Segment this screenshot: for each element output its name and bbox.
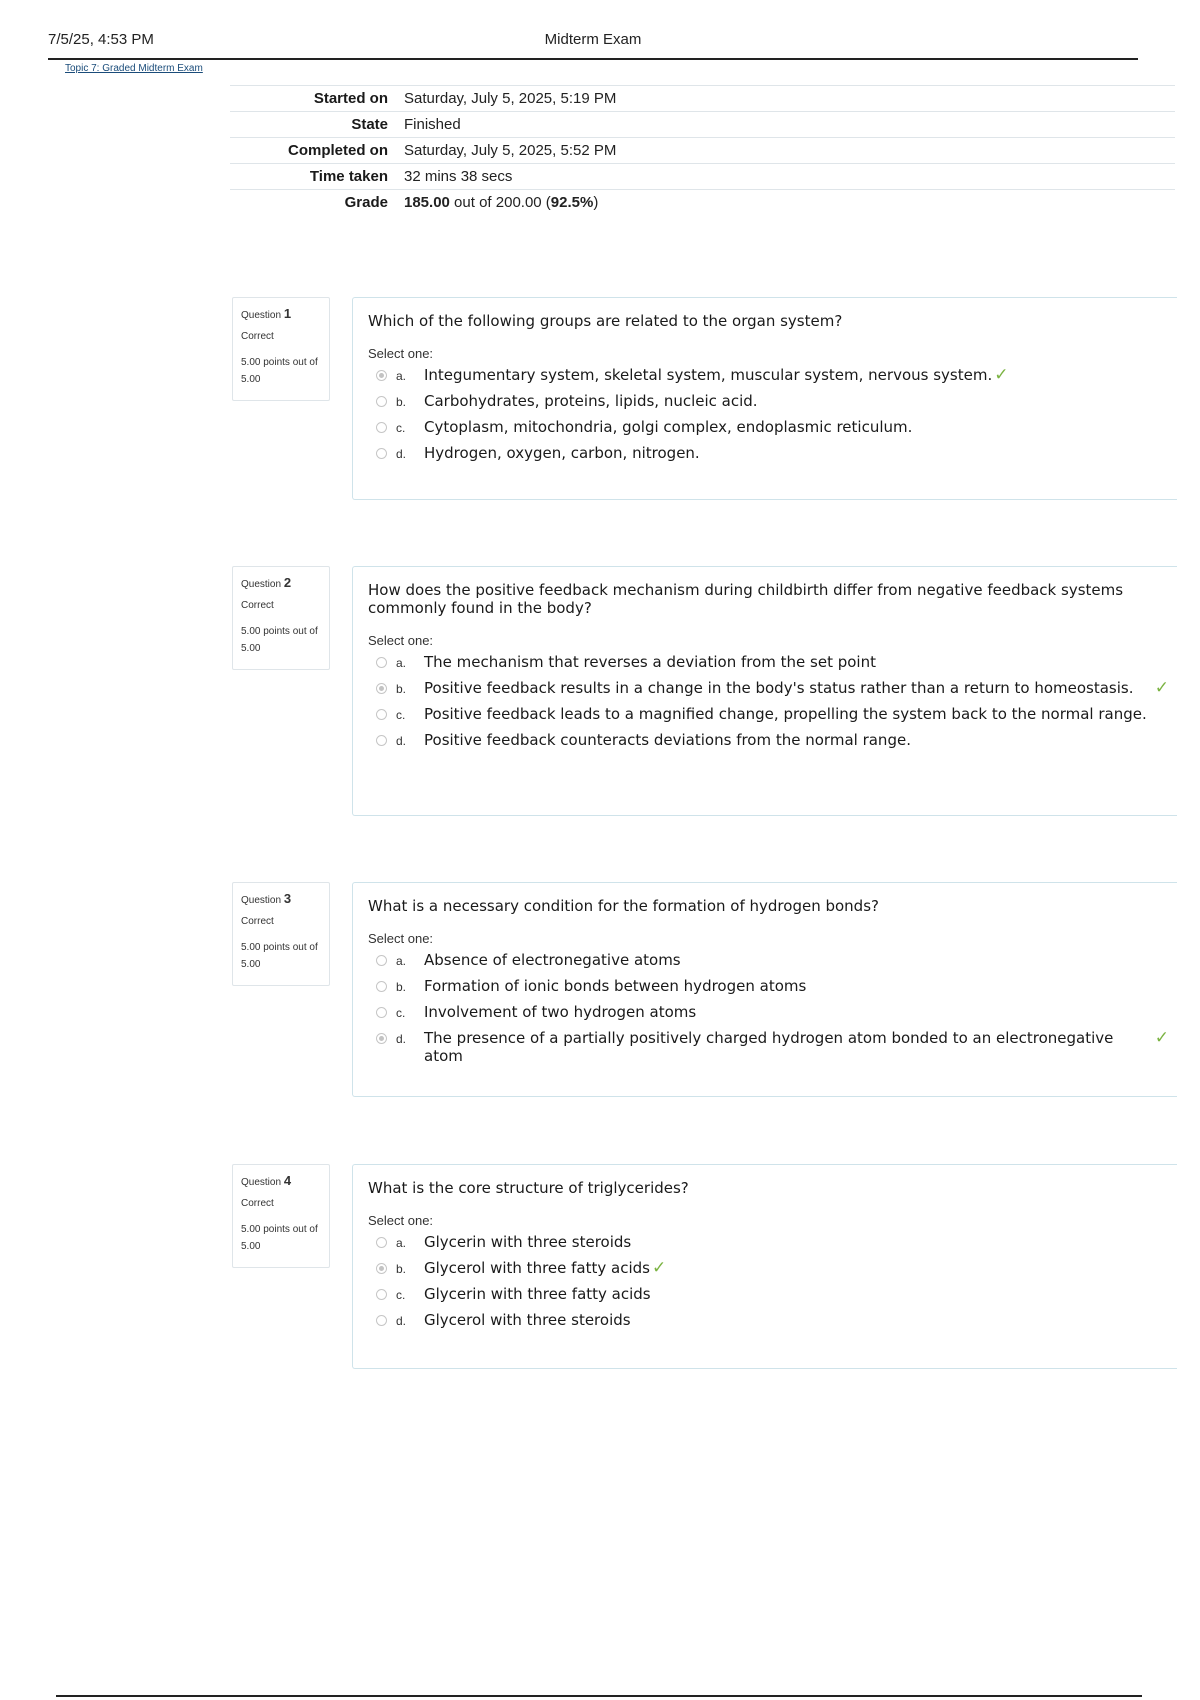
option-letter: c. [396, 421, 406, 435]
option-text: Positive feedback leads to a magnified change, propelling the system back to the normal range. [424, 705, 1147, 723]
question-text: How does the positive feedback mechanism during childbirth differ from negative feedback systems commonly found in the body? [368, 581, 1124, 617]
answer-option[interactable] [368, 1259, 1177, 1277]
question-label: Question [241, 579, 282, 590]
summary-row-started [230, 86, 1175, 112]
option-letter: d. [396, 734, 407, 748]
question-text: What is a necessary condition for the formation of hydrogen bonds? [368, 897, 879, 915]
radio-button[interactable] [376, 981, 387, 992]
option-letter: a. [396, 369, 407, 383]
question-number-value: 4 [283, 1173, 292, 1188]
option-letter: b. [396, 1262, 407, 1276]
question-state: Correct [241, 916, 274, 927]
option-letter: a. [396, 954, 407, 968]
option-letter: d. [396, 1032, 407, 1046]
completed-value: Saturday, July 5, 2025, 5:52 PM [396, 138, 1175, 164]
summary-row-time [230, 164, 1175, 190]
started-label: Started on [230, 86, 396, 112]
summary-row-state [230, 112, 1175, 138]
option-letter: c. [396, 1288, 406, 1302]
state-value: Finished [396, 112, 1175, 138]
question-content [352, 1164, 1177, 1369]
question-content [352, 297, 1177, 500]
select-one-prompt: Select one: [368, 931, 434, 946]
question-info [232, 882, 330, 986]
radio-button[interactable] [376, 1289, 387, 1300]
answer-option[interactable] [368, 1003, 1177, 1021]
option-text: Absence of electronegative atoms [424, 951, 681, 969]
grade-score: 185.00 [404, 194, 450, 211]
correct-check-icon: ✓ [651, 1258, 667, 1278]
question-points: 5.00 points out of 5.00 [241, 357, 318, 385]
correct-check-icon: ✓ [1154, 678, 1169, 698]
option-text: Positive feedback results in a change in the body's status rather than a return to homeostasis. [424, 679, 1134, 697]
option-text: Hydrogen, oxygen, carbon, nitrogen. [424, 444, 700, 462]
select-one-prompt: Select one: [368, 1213, 434, 1228]
print-title: Midterm Exam [544, 31, 642, 48]
radio-button[interactable] [376, 657, 387, 668]
question-points: 5.00 points out of 5.00 [241, 1224, 318, 1252]
question-points: 5.00 points out of 5.00 [241, 942, 318, 970]
state-label: State [230, 112, 396, 138]
answer-option[interactable] [368, 951, 1177, 969]
option-text: Positive feedback counteracts deviations from the normal range. [424, 731, 911, 749]
question-points: 5.00 points out of 5.00 [241, 626, 318, 654]
option-text: Glycerol with three fatty acids [424, 1259, 650, 1277]
option-text: Formation of ionic bonds between hydrogen atoms [424, 977, 807, 995]
correct-check-icon: ✓ [994, 365, 1009, 385]
question-state: Correct [241, 1198, 274, 1209]
answer-option[interactable] [368, 418, 1177, 436]
grade-close: ) [593, 194, 599, 211]
answer-option[interactable] [368, 392, 1177, 410]
radio-button[interactable] [376, 422, 387, 433]
correct-check-icon: ✓ [1154, 1028, 1169, 1048]
started-value: Saturday, July 5, 2025, 5:19 PM [396, 86, 1175, 112]
option-text: The mechanism that reverses a deviation from the set point [424, 653, 876, 671]
option-letter: a. [396, 1236, 407, 1250]
print-date: 7/5/25, 4:53 PM [48, 31, 154, 48]
question-info [232, 297, 330, 401]
radio-button[interactable] [376, 955, 387, 966]
question-number [241, 1173, 321, 1188]
select-one-prompt: Select one: [368, 346, 434, 361]
question-info [232, 566, 330, 670]
print-header [48, 28, 1138, 60]
option-text: Glycerol with three steroids [424, 1311, 631, 1329]
radio-button[interactable] [376, 1007, 387, 1018]
footer-divider [56, 1695, 1142, 1697]
question-state: Correct [241, 331, 274, 342]
answer-option[interactable] [368, 977, 1177, 995]
answer-option[interactable] [368, 705, 1177, 723]
question-content [352, 566, 1177, 816]
option-text: Carbohydrates, proteins, lipids, nucleic acid. [424, 392, 758, 410]
option-text: Glycerin with three steroids [424, 1233, 632, 1251]
radio-button[interactable] [376, 1263, 387, 1274]
question-number [241, 575, 321, 590]
answer-option[interactable] [368, 366, 1177, 384]
option-letter: d. [396, 447, 407, 461]
answer-list [368, 653, 1177, 749]
radio-button[interactable] [376, 1033, 387, 1044]
answer-option[interactable] [368, 679, 1177, 697]
time-value: 32 mins 38 secs [396, 164, 1175, 190]
radio-button[interactable] [376, 683, 387, 694]
answer-option[interactable] [368, 731, 1177, 749]
answer-option[interactable] [368, 653, 1177, 671]
radio-button[interactable] [376, 1237, 387, 1248]
option-letter: b. [396, 682, 407, 696]
radio-button[interactable] [376, 396, 387, 407]
question-label: Question [241, 895, 282, 906]
radio-button[interactable] [376, 370, 387, 381]
question-label: Question [241, 1177, 282, 1188]
question-state: Correct [241, 600, 274, 611]
question-info [232, 1164, 330, 1268]
answer-option[interactable] [368, 1029, 1177, 1065]
select-one-prompt: Select one: [368, 633, 434, 648]
radio-button[interactable] [376, 448, 387, 459]
option-letter: a. [396, 656, 407, 670]
radio-button[interactable] [376, 1315, 387, 1326]
question-number [241, 306, 321, 321]
summary-row-grade [230, 190, 1175, 216]
grade-value [396, 190, 1175, 216]
answer-list [368, 951, 1177, 1065]
completed-label: Completed on [230, 138, 396, 164]
grade-out-of: out of 200.00 ( [449, 194, 551, 211]
time-label: Time taken [230, 164, 396, 190]
option-letter: b. [396, 395, 407, 409]
option-text: Integumentary system, skeletal system, muscular system, nervous system. [424, 366, 993, 384]
answer-option[interactable] [368, 1233, 1177, 1251]
grade-label: Grade [230, 190, 396, 216]
question-number [241, 891, 321, 906]
question-content [352, 882, 1177, 1097]
answer-option[interactable] [368, 1311, 1177, 1329]
question-label: Question [241, 310, 282, 321]
option-letter: c. [396, 1006, 406, 1020]
radio-button[interactable] [376, 735, 387, 746]
option-letter: c. [396, 708, 406, 722]
grade-percent: 92.5% [550, 194, 594, 211]
summary-row-completed [230, 138, 1175, 164]
answer-option[interactable] [368, 444, 1177, 462]
question-number-value: 2 [283, 575, 292, 590]
answer-list [368, 1233, 1177, 1329]
answer-option[interactable] [368, 1285, 1177, 1303]
option-letter: d. [396, 1314, 407, 1328]
question-number-value: 3 [283, 891, 292, 906]
question-text: What is the core structure of triglycerides? [368, 1179, 689, 1197]
option-text: Cytoplasm, mitochondria, golgi complex, endoplasmic reticulum. [424, 418, 913, 436]
option-text: The presence of a partially positively charged hydrogen atom bonded to an electronegative atom [424, 1029, 1114, 1065]
option-text: Involvement of two hydrogen atoms [424, 1003, 697, 1021]
option-letter: b. [396, 980, 407, 994]
radio-button[interactable] [376, 709, 387, 720]
quiz-summary-table [230, 85, 1175, 215]
option-text: Glycerin with three fatty acids [424, 1285, 651, 1303]
answer-list [368, 366, 1177, 462]
question-text: Which of the following groups are related to the organ system? [368, 312, 843, 330]
breadcrumb-link[interactable]: Topic 7: Graded Midterm Exam [65, 63, 203, 74]
question-number-value: 1 [283, 306, 292, 321]
